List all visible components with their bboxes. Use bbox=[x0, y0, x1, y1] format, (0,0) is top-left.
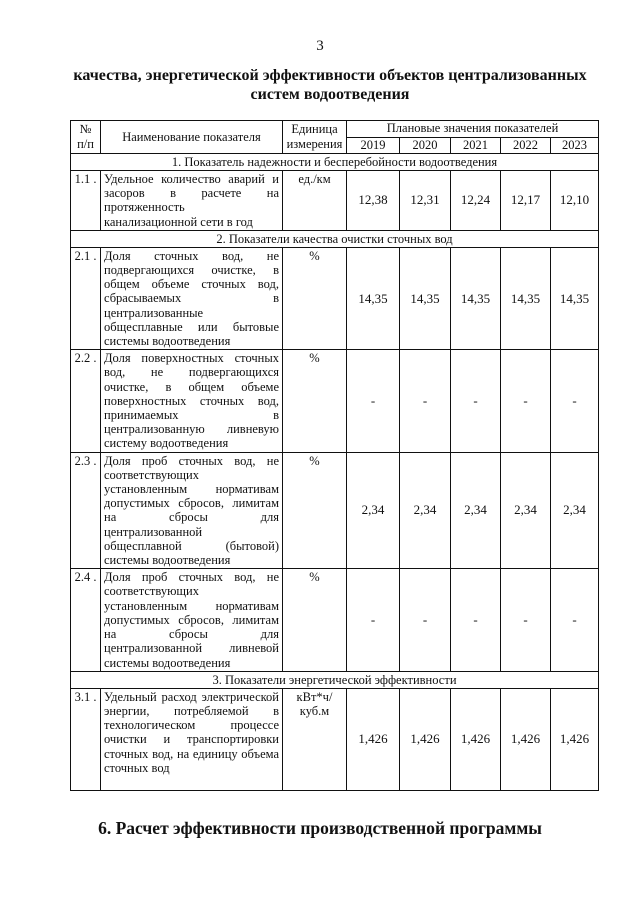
header-num: № п/п bbox=[71, 121, 101, 154]
row-value: 1,426 bbox=[400, 688, 451, 790]
row-value: 12,10 bbox=[551, 171, 599, 231]
row-value: 1,426 bbox=[347, 688, 400, 790]
row-value: - bbox=[400, 350, 451, 452]
table-row bbox=[71, 350, 599, 452]
row-unit: ед./км bbox=[283, 171, 347, 231]
heading-line-1: качества, энергетической эффективности объектов централизованных bbox=[73, 67, 587, 84]
row-value: - bbox=[400, 569, 451, 671]
row-value: 14,35 bbox=[501, 247, 551, 349]
section-title: 2. Показатели качества очистки сточных вод bbox=[71, 230, 599, 247]
row-value: 12,38 bbox=[347, 171, 400, 231]
row-unit: % bbox=[283, 247, 347, 349]
row-value: - bbox=[551, 569, 599, 671]
row-name: Доля проб сточных вод, не соответствующих установленным нормативам допустимых сбросов, лимитам на сбросы для централизованной ливневой системы водоотведения bbox=[101, 569, 283, 671]
header-year: 2023 bbox=[551, 137, 599, 154]
section-title: 3. Показатели энергетической эффективности bbox=[71, 671, 599, 688]
header-year: 2019 bbox=[347, 137, 400, 154]
section-row bbox=[71, 671, 599, 688]
header-name: Наименование показателя bbox=[101, 121, 283, 154]
table-row bbox=[71, 688, 599, 790]
row-value: 2,34 bbox=[451, 452, 501, 569]
row-value: 2,34 bbox=[501, 452, 551, 569]
header-planned-values: Плановые значения показателей bbox=[347, 121, 599, 138]
row-name: Доля сточных вод, не подвергающихся очистке, в общем объеме сточных вод, сбрасываемых в централизованные общесплавные или бытовые системы водоотведения bbox=[101, 247, 283, 349]
row-value: 14,35 bbox=[451, 247, 501, 349]
row-unit: % bbox=[283, 452, 347, 569]
section-row bbox=[71, 154, 599, 171]
row-value: - bbox=[501, 569, 551, 671]
row-value: - bbox=[451, 569, 501, 671]
row-value: 12,31 bbox=[400, 171, 451, 231]
row-value: 1,426 bbox=[551, 688, 599, 790]
table-row bbox=[71, 171, 599, 231]
row-value: 2,34 bbox=[347, 452, 400, 569]
document-heading bbox=[60, 66, 600, 104]
header-year: 2022 bbox=[501, 137, 551, 154]
table-row bbox=[71, 247, 599, 349]
section-heading-6: 6. Расчет эффективности производственной программы bbox=[98, 818, 542, 838]
row-value: 14,35 bbox=[551, 247, 599, 349]
row-value: 14,35 bbox=[400, 247, 451, 349]
page-number: 3 bbox=[316, 38, 324, 54]
row-value: 12,17 bbox=[501, 171, 551, 231]
header-year: 2020 bbox=[400, 137, 451, 154]
row-num: 3.1 . bbox=[71, 688, 101, 790]
row-num: 2.1 . bbox=[71, 247, 101, 349]
section-row bbox=[71, 230, 599, 247]
indicators-table bbox=[70, 120, 599, 791]
row-value: 14,35 bbox=[347, 247, 400, 349]
row-value: - bbox=[347, 569, 400, 671]
row-value: 2,34 bbox=[400, 452, 451, 569]
row-num: 1.1 . bbox=[71, 171, 101, 231]
row-unit: кВт*ч/ куб.м bbox=[283, 688, 347, 790]
row-unit: % bbox=[283, 350, 347, 452]
row-num: 2.2 . bbox=[71, 350, 101, 452]
row-value: 1,426 bbox=[501, 688, 551, 790]
section-title: 1. Показатель надежности и бесперебойности водоотведения bbox=[71, 154, 599, 171]
row-value: 2,34 bbox=[551, 452, 599, 569]
table-header-row bbox=[71, 121, 599, 138]
row-unit: % bbox=[283, 569, 347, 671]
header-year: 2021 bbox=[451, 137, 501, 154]
row-num: 2.4 . bbox=[71, 569, 101, 671]
row-value: - bbox=[347, 350, 400, 452]
row-num: 2.3 . bbox=[71, 452, 101, 569]
row-value: - bbox=[451, 350, 501, 452]
row-value: - bbox=[501, 350, 551, 452]
table-row bbox=[71, 452, 599, 569]
row-value: 12,24 bbox=[451, 171, 501, 231]
row-value: 1,426 bbox=[451, 688, 501, 790]
row-name: Удельное количество аварий и засоров в расчете на протяженность канализационной сети в год bbox=[101, 171, 283, 231]
row-name: Доля поверхностных сточных вод, не подвергающихся очистке, в общем объеме поверхностных сточных вод, принимаемых в централизованную ливневую систему водоотведения bbox=[101, 350, 283, 452]
table-row bbox=[71, 569, 599, 671]
row-name: Удельный расход электрической энергии, потребляемой в технологическом процессе очистки и транспортировки сточных вод, на единицу объема сточных вод bbox=[101, 688, 283, 790]
header-unit: Единица измерения bbox=[283, 121, 347, 154]
row-name: Доля проб сточных вод, не соответствующих установленным нормативам допустимых сбросов, лимитам на сбросы для централизованной общесплавной (бытовой) системы водоотведения bbox=[101, 452, 283, 569]
heading-line-2: систем водоотведения bbox=[250, 86, 410, 103]
row-value: - bbox=[551, 350, 599, 452]
